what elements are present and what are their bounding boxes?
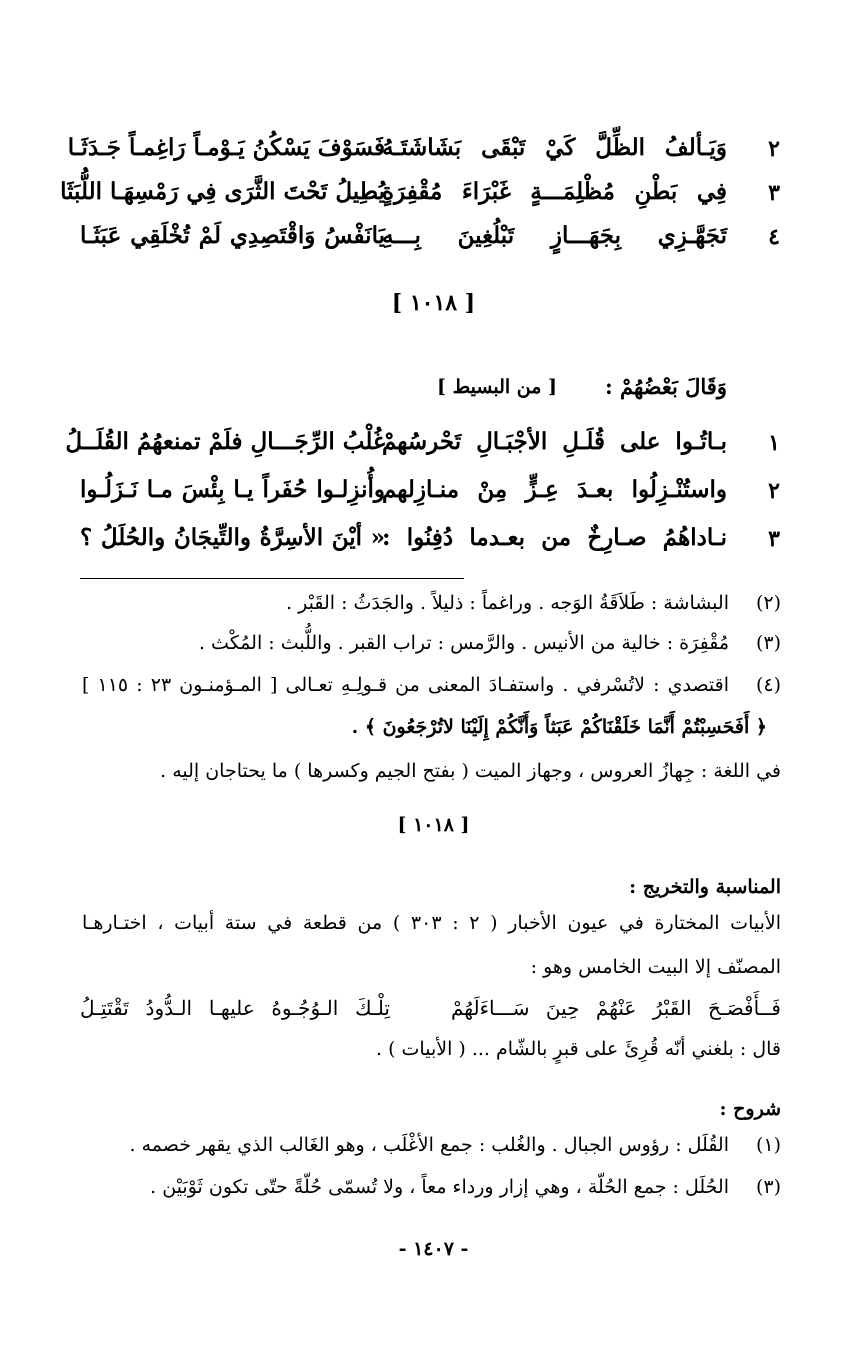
section-number-secondary: [ ١٠١٨ ] — [397, 814, 470, 836]
verse-number: ١ — [768, 430, 780, 456]
munasaba-text: المصنّف إلا البيت الخامس وهو : — [530, 956, 781, 978]
quoted-verse-second-hemistich: تِلْـكَ الـوُجُـوهُ عليهـا الـدُّودُ تَقْتَتِـلُ — [80, 996, 390, 1020]
page-number: - ١٤٠٧ - — [398, 1238, 469, 1260]
verse-first-hemistich: تَجَهَّـزِي بِجَهَـــازٍ تَبْلُغِينَ بِـــهِ — [382, 222, 727, 249]
shuruh-heading: شروح : — [719, 1098, 781, 1120]
munasaba-text: الأبيات المختارة في عيون الأخبار ( ٢ : ٣٠٣ ) من قطعة في ستة أبيات ، اختـارهـا — [82, 912, 781, 934]
footnote — [82, 674, 781, 704]
commentary-text: القُلَل : رؤوس الجبال . والغُلب : جمع الأغْلَب ، وهو الغَالب الذي يقهر خصمه . — [129, 1134, 729, 1156]
quran-quote: ﴿ أَفَحَسِبْتُمْ أَنَّمَا خَلَقْنَاكُمْ عَبَثاً وَأَنَّكُمْ إِلَيْنَا لاتُرْجَعُونَ ﴾ . — [351, 716, 767, 738]
verse-number: ٢ — [768, 136, 780, 162]
meter-label: [ من البسيط ] — [437, 376, 557, 398]
commentary-item — [82, 1176, 781, 1206]
poem-verse — [0, 220, 867, 264]
footnote — [82, 592, 781, 622]
verse-second-hemistich: فَسَوْفَ يَسْكُنُ يَـوْمـاً رَاغِمـاً جَـدَثَـا — [67, 134, 385, 161]
munasaba-text: قال : بلغني أنّه قُرِئَ على قبرٍ بالشّام ... ( الأبيات ) . — [376, 1038, 781, 1060]
verse-second-hemistich: غُلْبُ الرِّجَـــالِ فلَمْ تمنعهُمُ القُلَــلُ — [65, 428, 385, 455]
footnote-text: البشاشة : طَلاَقَةُ الوَجه . وراغماً : ذليلاً . والجَدَثُ : القَبْر . — [286, 592, 729, 614]
munasaba-heading: المناسبة والتخريج : — [629, 876, 781, 898]
quoted-verse-first-hemistich: فَــأَفْصَـحَ القَبْرُ عَنْهُمْ حِينَ سَـــاءَلَهُمْ — [451, 996, 781, 1020]
poem-verse — [0, 426, 867, 470]
section-number: [ ١٠١٨ ] — [391, 290, 476, 316]
verse-number: ٣ — [768, 180, 780, 206]
verse-second-hemistich: يَانَفْسُ وَاقْتَصِدِي لَمْ تُخْلَقِي عَبَثَـا — [80, 222, 385, 249]
poem-verse — [0, 522, 867, 566]
lugha-note: في اللغة : جِهازُ العروس ، وجهاز الميت ( بفتح الجيم وكسرها ) ما يحتاجان إليه . — [160, 760, 781, 782]
verse-number: ٢ — [768, 478, 780, 504]
poem-verse — [0, 176, 867, 220]
commentary-number: (٣) — [755, 1176, 781, 1198]
footnote-number: (٢) — [755, 592, 781, 614]
footnote-number: (٣) — [755, 632, 781, 654]
verse-first-hemistich: بـاتُـوا على قُلَـلِ الأجْبَـالِ تَحْرسُهمْ — [382, 428, 727, 455]
poem-verse — [0, 132, 867, 176]
verse-first-hemistich: نـاداهُمُ صـارِخٌ من بعـدما دُفِنُوا : — [382, 524, 727, 551]
footnote-number: (٤) — [755, 674, 781, 696]
speaker-intro: وَقَالَ بَعْضُهُمْ : — [604, 374, 727, 399]
verse-second-hemistich: يُطِيلُ تَحْتَ الثَّرَى فِي رَمْسِهَـا اللُّبَثَا — [60, 178, 385, 205]
verse-second-hemistich: وأُنزِلـوا حُفَراً يـا بِئْسَ مـا نَـزَلُـوا — [80, 476, 385, 503]
verse-first-hemistich: وَيَـألفُ الظِّلَّ كَيْ تَبْقَى بَشَاشَتَـهُ — [382, 134, 727, 161]
commentary-number: (١) — [755, 1134, 781, 1156]
footnote-text: مُقْفِرَة : خالية من الأنيس . والرَّمس : تراب القبر . واللُّبث : المُكْث . — [198, 632, 729, 654]
verse-number: ٤ — [768, 224, 780, 250]
poem-verse — [0, 474, 867, 518]
footnote — [82, 632, 781, 662]
verse-first-hemistich: فِي بَطْنِ مُظْلِمَـــةٍ غَبْرَاءَ مُقْفِرَةٍ — [382, 178, 727, 205]
footnote-divider — [80, 578, 464, 579]
footnote-text: اقتصدي : لاتُسْرفي . واستفـادَ المعنى من قـولِـهِ تعـالى [ المـؤمنـون ٢٣ : ١١٥ ] — [82, 674, 730, 696]
verse-number: ٣ — [768, 526, 780, 552]
verse-second-hemistich: « أيْنَ الأسِرَّةُ والتِّيجَانُ والحُلَلُ ؟ — [80, 524, 385, 551]
commentary-item — [82, 1134, 781, 1164]
verse-first-hemistich: واستُنْـزِلُوا بعـدَ عِـزٍّ مِنْ منـازِلهم — [382, 476, 727, 503]
commentary-text: الحُلَل : جمع الحُلّة ، وهي إزار ورداء معاً ، ولا تُسمّى حُلّةً حتّى تكون ثَوْبَيْن . — [150, 1176, 729, 1198]
